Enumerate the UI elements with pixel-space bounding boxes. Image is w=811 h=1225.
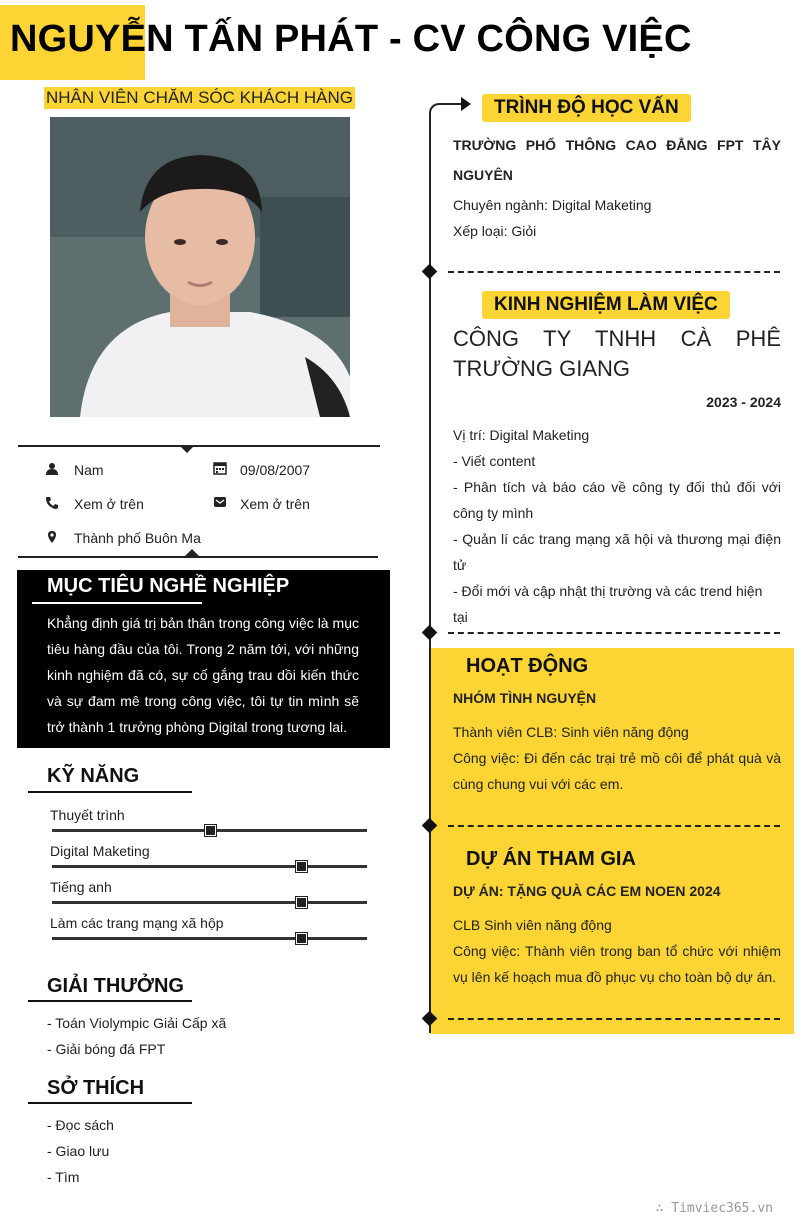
calendar-icon <box>213 461 227 475</box>
objective-underline <box>32 602 202 604</box>
watermark: ∴ Timviec365.vn <box>655 1201 773 1216</box>
skills-underline <box>28 791 192 793</box>
timeline-node <box>422 625 438 641</box>
location-icon <box>45 530 59 544</box>
experience-line: - Phân tích và báo cáo về công ty đối thủ đối với công ty mình <box>453 479 781 521</box>
section-divider <box>448 632 780 634</box>
timeline-node <box>422 264 438 280</box>
section-divider <box>448 1018 780 1020</box>
address-value: Thành phố Buôn Ma <box>74 530 201 546</box>
awards-underline <box>28 1000 192 1002</box>
skill-level-track <box>52 865 367 868</box>
award-item: - Toán Violympic Giải Cấp xã <box>47 1015 227 1031</box>
info-top-arrow <box>180 446 194 453</box>
birthday-value: 09/08/2007 <box>240 462 311 478</box>
activities-line: Thành viên CLB: Sinh viên năng động <box>453 724 689 740</box>
timeline-line <box>429 113 431 1033</box>
skill-name: Tiếng anh <box>50 879 112 895</box>
job-title: NHÂN VIÊN CHĂM SÓC KHÁCH HÀNG <box>46 88 353 107</box>
experience-line: - Đổi mới và cập nhật thị trường và các trend hiện tại <box>453 583 763 625</box>
experience-period: 2023 - 2024 <box>706 394 781 410</box>
skill-level-knob <box>205 825 216 836</box>
experience-line: - Viết content <box>453 453 536 469</box>
project-name: DỰ ÁN: TẶNG QUÀ CÁC EM NOEN 2024 <box>453 883 721 899</box>
education-rank: Xếp loại: Giỏi <box>453 223 537 239</box>
profile-photo <box>50 117 350 417</box>
skill-level-knob <box>296 897 307 908</box>
experience-company: CÔNG TY TNHH CÀ PHÊ TRƯỜNG GIANG <box>453 326 781 381</box>
projects-title: DỰ ÁN THAM GIA <box>466 848 636 870</box>
candidate-name: NGUYỄN TẤN PHÁT - CV CÔNG VIỆC <box>10 18 692 60</box>
skill-name: Làm các trang mạng xã hộp <box>50 915 224 931</box>
objective-section <box>17 570 390 748</box>
objective-title: MỤC TIÊU NGHỀ NGHIỆP <box>47 575 290 597</box>
education-title: TRÌNH ĐỘ HỌC VẤN <box>482 94 691 122</box>
gender-value: Nam <box>74 462 104 478</box>
activities-org: NHÓM TÌNH NGUYỆN <box>453 690 597 706</box>
hobbies-title: SỞ THÍCH <box>47 1077 145 1099</box>
awards-title: GIẢI THƯỞNG <box>47 975 184 997</box>
skill-level-knob <box>296 861 307 872</box>
timeline-arrow <box>461 97 471 111</box>
project-line: CLB Sinh viên năng động <box>453 917 612 933</box>
activities-title: HOẠT ĐỘNG <box>466 655 589 677</box>
project-line: Công việc: Thành viên trong ban tổ chức với nhiệm vụ lên kế hoạch mua đồ phục vụ cho toàn bộ dự án. <box>453 943 781 985</box>
experience-line: Vị trí: Digital Maketing <box>453 427 590 443</box>
info-bottom-divider <box>18 556 378 558</box>
section-divider <box>448 271 780 273</box>
email-icon <box>213 495 227 509</box>
skill-level-track <box>52 901 367 904</box>
skill-level-knob <box>296 933 307 944</box>
phone-value: Xem ở trên <box>74 496 144 512</box>
user-icon <box>45 462 59 476</box>
info-top-divider <box>18 445 380 447</box>
skill-name: Thuyết trình <box>50 807 125 823</box>
skill-level-track <box>52 937 367 940</box>
skill-name: Digital Maketing <box>50 843 150 859</box>
hobby-item: - Tìm <box>47 1169 80 1185</box>
education-major: Chuyên ngành: Digital Maketing <box>453 197 652 213</box>
objective-text: Khẳng định giá trị bản thân trong công việc là mục tiêu hàng đầu của tôi. Trong 2 năm tới, với những kinh nghiệm đã có, sự cố gắng trau dồi kiến thức và sự đam mê trong công việc, tôi tự tin mình sẽ trở thành 1 trưởng phòng Digital trong tương lai. <box>47 615 359 735</box>
email-value: Xem ở trên <box>240 496 310 512</box>
experience-line: - Quản lí các trang mạng xã hội và thương mại điện tử <box>453 531 781 573</box>
activities-line: Công việc: Đi đến các trại trẻ mồ côi để phát quà và cùng chung vui với các em. <box>453 750 781 792</box>
hobbies-underline <box>28 1102 192 1104</box>
info-bottom-arrow <box>185 549 199 556</box>
hobby-item: - Đọc sách <box>47 1117 114 1133</box>
skills-title: KỸ NĂNG <box>47 765 140 787</box>
education-school: TRƯỜNG PHỔ THÔNG CAO ĐẲNG FPT TÂY NGUYÊN <box>453 137 781 183</box>
hobby-item: - Giao lưu <box>47 1143 110 1159</box>
phone-icon <box>45 496 59 510</box>
experience-title: KINH NGHIỆM LÀM VIỆC <box>482 291 730 319</box>
award-item: - Giải bóng đá FPT <box>47 1041 166 1057</box>
section-divider <box>448 825 780 827</box>
